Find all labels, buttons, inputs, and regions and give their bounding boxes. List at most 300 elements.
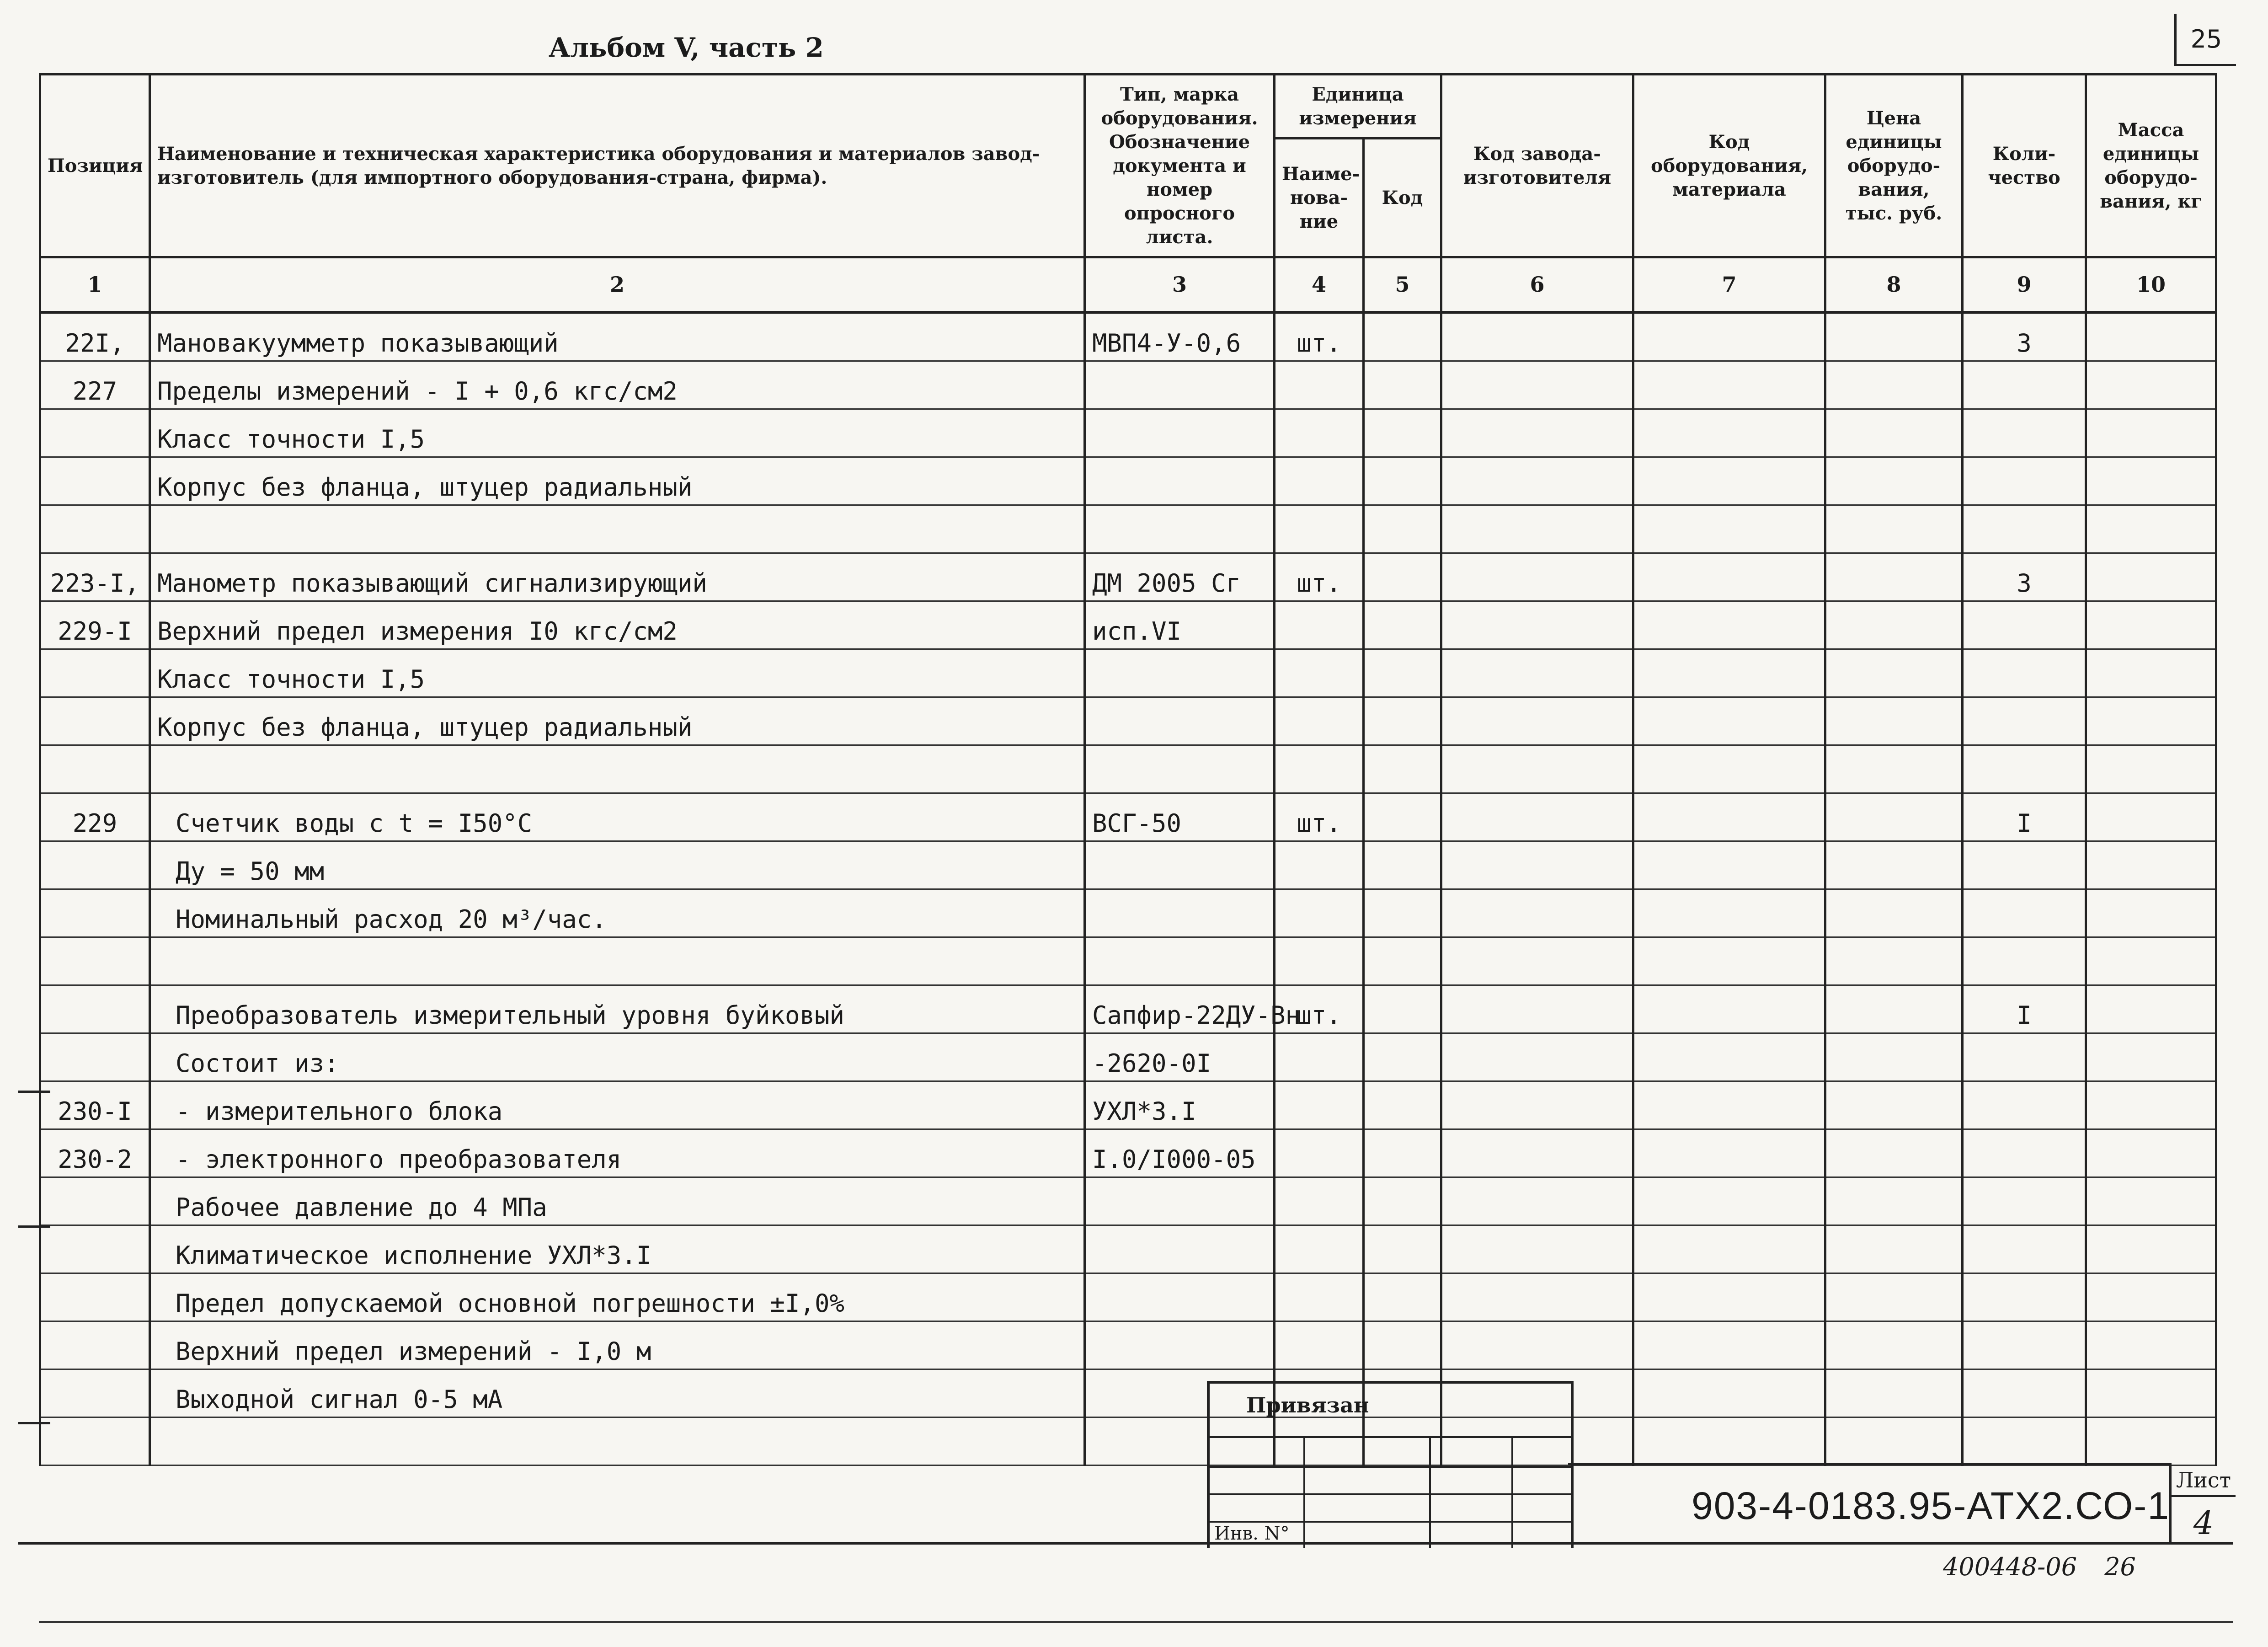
name-cell (150, 793, 1085, 841)
unit-cell (1275, 505, 1364, 553)
mass-cell (2086, 409, 2216, 457)
table-row (40, 697, 2216, 745)
price-cell (1825, 1177, 1963, 1225)
name-text (157, 953, 176, 982)
name-cell (150, 1273, 1085, 1321)
column-number: 9 (1963, 257, 2086, 312)
position-cell: 230-I (40, 1081, 150, 1129)
name-text: Предел допускаемой основной погрешности ±I,0% (176, 1289, 844, 1318)
plant-code-cell (1441, 697, 1633, 745)
binding-stamp (1207, 1381, 1574, 1548)
unit-code-cell (1364, 745, 1441, 793)
type-cell (1085, 649, 1275, 697)
mass-cell (2086, 889, 2216, 937)
mass-cell (2086, 985, 2216, 1033)
price-cell (1825, 409, 1963, 457)
quantity-cell (1963, 697, 2086, 745)
table-row (40, 793, 2216, 841)
plant-code-cell (1441, 1033, 1633, 1081)
equipment-code-cell (1633, 1081, 1825, 1129)
quantity-cell: I (1963, 985, 2086, 1033)
name-text: Верхний предел измерений - I,0 м (176, 1337, 651, 1366)
name-cell: Класс точности I,5 (150, 409, 1085, 457)
type-cell (1085, 1225, 1275, 1273)
name-cell (150, 937, 1085, 985)
price-cell (1825, 985, 1963, 1033)
unit-cell (1275, 1273, 1364, 1321)
position-cell (40, 841, 150, 889)
column-number: 7 (1633, 257, 1825, 312)
quantity-cell (1963, 745, 2086, 793)
plant-code-cell (1441, 409, 1633, 457)
unit-cell (1275, 841, 1364, 889)
price-cell (1825, 601, 1963, 649)
name-text (157, 1433, 176, 1462)
top-sheet-number: 25 (2174, 14, 2236, 66)
album-title: Альбом V, часть 2 (549, 32, 824, 63)
equipment-code-cell (1633, 697, 1825, 745)
plant-code-cell (1441, 1177, 1633, 1225)
quantity-cell (1963, 457, 2086, 505)
name-cell (150, 841, 1085, 889)
equipment-code-cell (1633, 937, 1825, 985)
unit-code-cell (1364, 505, 1441, 553)
plant-code-cell (1441, 505, 1633, 553)
mass-cell (2086, 1369, 2216, 1417)
header-unit-name: Наиме-нова-ние (1275, 139, 1364, 257)
plant-code-cell (1441, 1225, 1633, 1273)
mass-cell (2086, 1129, 2216, 1177)
stamp-title: Привязан (1246, 1393, 1369, 1417)
plant-code-cell (1441, 312, 1633, 361)
table-row (40, 1321, 2216, 1369)
quantity-cell (1963, 889, 2086, 937)
mass-cell (2086, 1081, 2216, 1129)
price-cell (1825, 745, 1963, 793)
header-plant-code: Код завода-изготовителя (1441, 75, 1633, 257)
name-text: Счетчик воды с t = I50°C (176, 808, 533, 838)
position-cell (40, 745, 150, 793)
name-cell: Манометр показывающий сигнализирующий (150, 553, 1085, 601)
price-cell (1825, 361, 1963, 409)
header-position: Позиция (40, 75, 150, 257)
column-number: 6 (1441, 257, 1633, 312)
price-cell (1825, 457, 1963, 505)
table-row (40, 1033, 2216, 1081)
name-text: Рабочее давление до 4 МПа (176, 1192, 547, 1222)
table-row (40, 1273, 2216, 1321)
plant-code-cell (1441, 553, 1633, 601)
unit-code-cell (1364, 553, 1441, 601)
sheet-box (2169, 1463, 2236, 1542)
name-cell (150, 1081, 1085, 1129)
name-cell: Корпус без фланца, штуцер радиальный (150, 457, 1085, 505)
unit-code-cell (1364, 1321, 1441, 1369)
document-designation: 903-4-0183.95-АТХ2.СО-1 (1692, 1484, 2170, 1527)
type-cell (1085, 505, 1275, 553)
plant-code-cell (1441, 1273, 1633, 1321)
plant-code-cell (1441, 985, 1633, 1033)
equipment-code-cell (1633, 1417, 1825, 1465)
plant-code-cell (1441, 1129, 1633, 1177)
unit-code-cell (1364, 312, 1441, 361)
unit-code-cell (1364, 841, 1441, 889)
table-row (40, 409, 2216, 457)
price-cell (1825, 1129, 1963, 1177)
column-number-row (40, 257, 2216, 312)
plant-code-cell (1441, 649, 1633, 697)
column-number: 3 (1085, 257, 1275, 312)
type-cell: Сапфир-22ДУ-Вн (1085, 985, 1275, 1033)
type-cell: исп.VI (1085, 601, 1275, 649)
unit-cell (1275, 937, 1364, 985)
position-cell (40, 1033, 150, 1081)
price-cell (1825, 553, 1963, 601)
unit-cell: шт. (1275, 793, 1364, 841)
table-row (40, 312, 2216, 361)
unit-code-cell (1364, 1033, 1441, 1081)
header-unit-code: Код (1364, 139, 1441, 257)
header-equipment-code: Код оборудования, материала (1633, 75, 1825, 257)
type-cell (1085, 1177, 1275, 1225)
plant-code-cell (1441, 1321, 1633, 1369)
quantity-cell (1963, 1321, 2086, 1369)
column-number: 10 (2086, 257, 2216, 312)
position-cell: 229-I (40, 601, 150, 649)
quantity-cell (1963, 601, 2086, 649)
plant-code-cell (1441, 745, 1633, 793)
type-cell (1085, 361, 1275, 409)
price-cell (1825, 1081, 1963, 1129)
mass-cell (2086, 312, 2216, 361)
equipment-code-cell (1633, 312, 1825, 361)
sheet-label: Лист (2172, 1468, 2236, 1497)
position-cell (40, 1273, 150, 1321)
mass-cell (2086, 505, 2216, 553)
price-cell (1825, 889, 1963, 937)
price-cell (1825, 1225, 1963, 1273)
type-cell: МВП4-У-0,6 (1085, 312, 1275, 361)
unit-cell: шт. (1275, 985, 1364, 1033)
position-cell (40, 1177, 150, 1225)
column-number: 1 (40, 257, 150, 312)
price-cell (1825, 1369, 1963, 1417)
price-cell (1825, 1273, 1963, 1321)
position-cell (40, 889, 150, 937)
mass-cell (2086, 1273, 2216, 1321)
specification-table (39, 73, 2217, 1466)
name-cell: Класс точности I,5 (150, 649, 1085, 697)
table-row (40, 937, 2216, 985)
unit-cell (1275, 1321, 1364, 1369)
price-cell (1825, 841, 1963, 889)
name-cell (150, 1177, 1085, 1225)
quantity-cell (1963, 1177, 2086, 1225)
unit-cell (1275, 1177, 1364, 1225)
mass-cell (2086, 601, 2216, 649)
table-row (40, 889, 2216, 937)
plant-code-cell (1441, 841, 1633, 889)
type-cell: I.0/I000-05 (1085, 1129, 1275, 1177)
equipment-code-cell (1633, 1177, 1825, 1225)
table-row (40, 505, 2216, 553)
position-cell: 230-2 (40, 1129, 150, 1177)
specification-rows (40, 312, 2216, 1465)
equipment-code-cell (1633, 361, 1825, 409)
unit-code-cell (1364, 409, 1441, 457)
type-cell: УХЛ*3.I (1085, 1081, 1275, 1129)
table-row (40, 1369, 2216, 1417)
quantity-cell: 3 (1963, 312, 2086, 361)
name-cell (150, 985, 1085, 1033)
name-cell (150, 1369, 1085, 1417)
price-cell (1825, 697, 1963, 745)
equipment-code-cell (1633, 745, 1825, 793)
equipment-code-cell (1633, 889, 1825, 937)
position-cell (40, 409, 150, 457)
mass-cell (2086, 1225, 2216, 1273)
mass-cell (2086, 745, 2216, 793)
quantity-cell (1963, 1225, 2086, 1273)
type-cell (1085, 697, 1275, 745)
unit-cell (1275, 697, 1364, 745)
position-cell (40, 1321, 150, 1369)
unit-code-cell (1364, 649, 1441, 697)
table-row (40, 601, 2216, 649)
quantity-cell: I (1963, 793, 2086, 841)
name-text: Климатическое исполнение УХЛ*3.I (176, 1241, 651, 1270)
position-cell (40, 649, 150, 697)
unit-cell (1275, 409, 1364, 457)
plant-code-cell (1441, 1081, 1633, 1129)
equipment-code-cell (1633, 1225, 1825, 1273)
name-cell (150, 505, 1085, 553)
name-cell (150, 1129, 1085, 1177)
unit-code-cell (1364, 1129, 1441, 1177)
quantity-cell (1963, 1081, 2086, 1129)
name-cell: Корпус без фланца, штуцер радиальный (150, 697, 1085, 745)
unit-code-cell (1364, 601, 1441, 649)
name-cell (150, 1321, 1085, 1369)
mass-cell (2086, 1033, 2216, 1081)
position-cell (40, 985, 150, 1033)
mass-cell (2086, 553, 2216, 601)
table-row (40, 1129, 2216, 1177)
unit-cell (1275, 457, 1364, 505)
price-cell (1825, 649, 1963, 697)
name-cell (150, 745, 1085, 793)
table-row (40, 985, 2216, 1033)
name-cell: Пределы измерений - I + 0,6 кгс/см2 (150, 361, 1085, 409)
name-text: - измерительного блока (176, 1096, 503, 1126)
unit-code-cell (1364, 1225, 1441, 1273)
name-text: Номинальный расход 20 м³/час. (176, 904, 607, 934)
stamp-inventory-label: Инв. N° (1214, 1523, 1290, 1544)
column-number: 2 (150, 257, 1085, 312)
quantity-cell (1963, 505, 2086, 553)
equipment-code-cell (1633, 409, 1825, 457)
unit-cell: шт. (1275, 312, 1364, 361)
price-cell (1825, 937, 1963, 985)
header-unit-group: Единица измерения (1275, 75, 1441, 139)
plant-code-cell (1441, 793, 1633, 841)
column-number: 8 (1825, 257, 1963, 312)
type-cell (1085, 841, 1275, 889)
unit-code-cell (1364, 1273, 1441, 1321)
price-cell (1825, 793, 1963, 841)
mass-cell (2086, 841, 2216, 889)
archive-number (1943, 1552, 2136, 1581)
equipment-code-cell (1633, 1369, 1825, 1417)
unit-cell (1275, 1129, 1364, 1177)
quantity-cell (1963, 841, 2086, 889)
unit-cell: шт. (1275, 553, 1364, 601)
position-cell (40, 1417, 150, 1465)
price-cell (1825, 312, 1963, 361)
table-row (40, 1225, 2216, 1273)
position-cell: 229 (40, 793, 150, 841)
table-row (40, 649, 2216, 697)
header-type: Тип, марка оборудования. Обозначение документа и номер опросного листа. (1085, 75, 1275, 257)
table-row (40, 361, 2216, 409)
mass-cell (2086, 1417, 2216, 1465)
name-text: - электронного преобразователя (176, 1144, 622, 1174)
quantity-cell (1963, 649, 2086, 697)
name-cell (150, 1033, 1085, 1081)
name-text: Преобразователь измерительный уровня буйковый (176, 1000, 844, 1030)
name-cell: Мановакуумметр показывающий (150, 312, 1085, 361)
plant-code-cell (1441, 457, 1633, 505)
header-price: Цена единицы оборудо-вания, тыс. руб. (1825, 75, 1963, 257)
type-cell: ВСГ-50 (1085, 793, 1275, 841)
mass-cell (2086, 649, 2216, 697)
unit-code-cell (1364, 361, 1441, 409)
name-cell (150, 1225, 1085, 1273)
unit-cell (1275, 1225, 1364, 1273)
header-name: Наименование и техническая характеристика оборудования и материалов завод-изготовитель (для импортного оборудования-страна, фирма). (150, 75, 1085, 257)
quantity-cell (1963, 1129, 2086, 1177)
position-cell (40, 1369, 150, 1417)
equipment-code-cell (1633, 841, 1825, 889)
unit-code-cell (1364, 697, 1441, 745)
quantity-cell (1963, 1417, 2086, 1465)
mass-cell (2086, 361, 2216, 409)
equipment-code-cell (1633, 601, 1825, 649)
column-number: 5 (1364, 257, 1441, 312)
table-row (40, 553, 2216, 601)
name-text: Ду = 50 мм (176, 856, 325, 886)
mass-cell (2086, 1321, 2216, 1369)
quantity-cell (1963, 1369, 2086, 1417)
column-number: 4 (1275, 257, 1364, 312)
table-row (40, 1081, 2216, 1129)
quantity-cell (1963, 1033, 2086, 1081)
plant-code-cell (1441, 601, 1633, 649)
quantity-cell (1963, 937, 2086, 985)
quantity-cell (1963, 361, 2086, 409)
mass-cell (2086, 1177, 2216, 1225)
name-text: Состоит из: (176, 1048, 339, 1078)
archive-page: 26 (2104, 1552, 2136, 1581)
equipment-code-cell (1633, 649, 1825, 697)
table-row (40, 457, 2216, 505)
name-cell (150, 1417, 1085, 1465)
price-cell (1825, 505, 1963, 553)
quantity-cell (1963, 409, 2086, 457)
unit-cell (1275, 361, 1364, 409)
equipment-code-cell (1633, 1033, 1825, 1081)
type-cell (1085, 1321, 1275, 1369)
position-cell: 227 (40, 361, 150, 409)
equipment-code-cell (1633, 505, 1825, 553)
mass-cell (2086, 793, 2216, 841)
header-quantity: Коли-чество (1963, 75, 2086, 257)
table-row (40, 841, 2216, 889)
position-cell (40, 505, 150, 553)
table-row (40, 1177, 2216, 1225)
sheet-number: 4 (2193, 1504, 2214, 1542)
header-mass: Масса единицы оборудо-вания, кг (2086, 75, 2216, 257)
unit-code-cell (1364, 1177, 1441, 1225)
type-cell (1085, 1273, 1275, 1321)
type-cell: -2620-0I (1085, 1033, 1275, 1081)
plant-code-cell (1441, 361, 1633, 409)
type-cell (1085, 937, 1275, 985)
equipment-code-cell (1633, 553, 1825, 601)
position-cell: 223-I, (40, 553, 150, 601)
mass-cell (2086, 697, 2216, 745)
position-cell: 22I, (40, 312, 150, 361)
quantity-cell: 3 (1963, 553, 2086, 601)
price-cell (1825, 1033, 1963, 1081)
equipment-code-cell (1633, 1129, 1825, 1177)
price-cell (1825, 1321, 1963, 1369)
unit-cell (1275, 745, 1364, 793)
unit-cell (1275, 889, 1364, 937)
unit-code-cell (1364, 985, 1441, 1033)
type-cell (1085, 457, 1275, 505)
table-row (40, 1417, 2216, 1465)
equipment-code-cell (1633, 1321, 1825, 1369)
name-cell: Верхний предел измерения I0 кгс/см2 (150, 601, 1085, 649)
unit-cell (1275, 649, 1364, 697)
equipment-code-cell (1633, 985, 1825, 1033)
unit-code-cell (1364, 457, 1441, 505)
unit-code-cell (1364, 937, 1441, 985)
equipment-code-cell (1633, 1273, 1825, 1321)
mass-cell (2086, 937, 2216, 985)
unit-code-cell (1364, 1081, 1441, 1129)
price-cell (1825, 1417, 1963, 1465)
type-cell: ДМ 2005 Сг (1085, 553, 1275, 601)
table-row (40, 745, 2216, 793)
unit-code-cell (1364, 793, 1441, 841)
unit-cell (1275, 1033, 1364, 1081)
quantity-cell (1963, 1273, 2086, 1321)
type-cell (1085, 409, 1275, 457)
position-cell (40, 1225, 150, 1273)
name-cell (150, 889, 1085, 937)
mass-cell (2086, 457, 2216, 505)
equipment-code-cell (1633, 793, 1825, 841)
unit-cell (1275, 601, 1364, 649)
plant-code-cell (1441, 889, 1633, 937)
type-cell (1085, 889, 1275, 937)
position-cell (40, 697, 150, 745)
equipment-code-cell (1633, 457, 1825, 505)
archive-code: 400448-06 (1943, 1552, 2077, 1581)
unit-cell (1275, 1081, 1364, 1129)
